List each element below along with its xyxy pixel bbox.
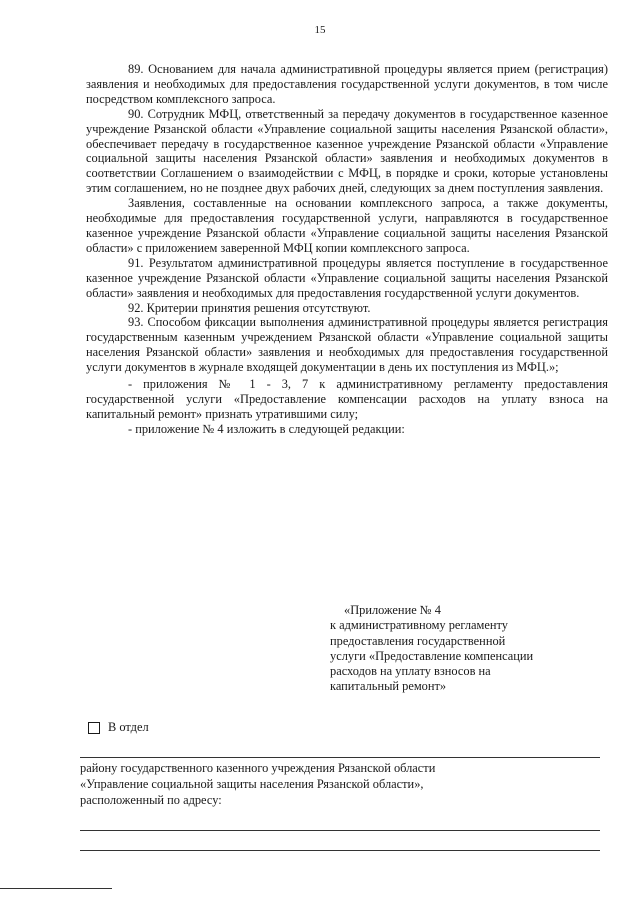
address-line: «Управление социальной защиты населения Рязанской области», <box>80 776 424 791</box>
paragraph-appendices-void: - приложения № 1 - 3, 7 к административному регламенту предоставления государственной услуги «Предоставление компенсации расходов на уплату взноса на капитальный ремонт» признать утратившими силу; <box>86 377 608 421</box>
address-block <box>80 761 600 808</box>
appendix-line: «Приложение № 4 <box>344 603 441 617</box>
paragraph-appendix-4: - приложение № 4 изложить в следующей редакции: <box>128 421 405 436</box>
appendix-line: к административному регламенту <box>330 618 508 633</box>
fill-line <box>80 757 600 758</box>
fill-line <box>80 850 600 851</box>
paragraph-92: 92. Критерии принятия решения отсутствуют. <box>128 300 371 315</box>
body-text <box>86 62 608 437</box>
address-line: расположенный по адресу: <box>80 792 222 807</box>
paragraph-91: 91. Результатом административной процедуры является поступление в государственное казенное учреждение Рязанской области «Управление социальной защиты населения Рязанской области» заявления и необходимых для предоставления государственной услуги документов. <box>86 255 608 300</box>
paragraph-89: 89. Основанием для начала административной процедуры является прием (регистрация) заявления и необходимых для предоставления государственной услуги документов, в том числе посредством комплексного запроса. <box>86 62 608 106</box>
department-checkbox[interactable] <box>88 722 100 734</box>
appendix-line: расходов на уплату взносов на <box>330 664 491 679</box>
paragraph-93: 93. Способом фиксации выполнения административной процедуры является регистрация государственным казенным учреждением Рязанской области «Управление социальной защиты населения Рязанской области» заявления и необходимых для предоставления государственной услуги документов в журнале входящей документации в день их поступления из МФЦ.»; <box>86 315 608 375</box>
paragraph-90: 90. Сотрудник МФЦ, ответственный за передачу документов в государственное казенное учреждение Рязанской области «Управление социальной защиты населения Рязанской области», обеспечивает передачу в государственное казенное учреждение Рязанской области «Управление социальной защиты населения Рязанской области» заявления и необходимых документов в соответствии Соглашением о взаимодействии с МФЦ, в порядке и сроки, которые установлены этим соглашением, но не позднее двух рабочих дней, следующих за днем поступления заявления. <box>86 106 608 196</box>
appendix-line: предоставления государственной <box>330 633 506 648</box>
department-checkbox-label: В отдел <box>108 720 149 734</box>
appendix-line: услуги «Предоставление компенсации <box>330 648 534 663</box>
footnote-separator <box>0 888 112 889</box>
appendix-header <box>330 603 600 695</box>
address-line: району государственного казенного учреждения Рязанской области <box>80 761 436 775</box>
department-checkbox-row <box>88 720 149 735</box>
appendix-line: капитальный ремонт» <box>330 679 447 694</box>
page-number: 15 <box>314 24 326 36</box>
fill-line <box>80 830 600 831</box>
paragraph-complex-request: Заявления, составленные на основании комплексного запроса, а также документы, необходимые для предоставления государственной услуги, направляются в государственное казенное учреждение Рязанской области «Управление социальной защиты населения Рязанской области» с приложением заверенной МФЦ копии комплексного запроса. <box>86 196 608 255</box>
